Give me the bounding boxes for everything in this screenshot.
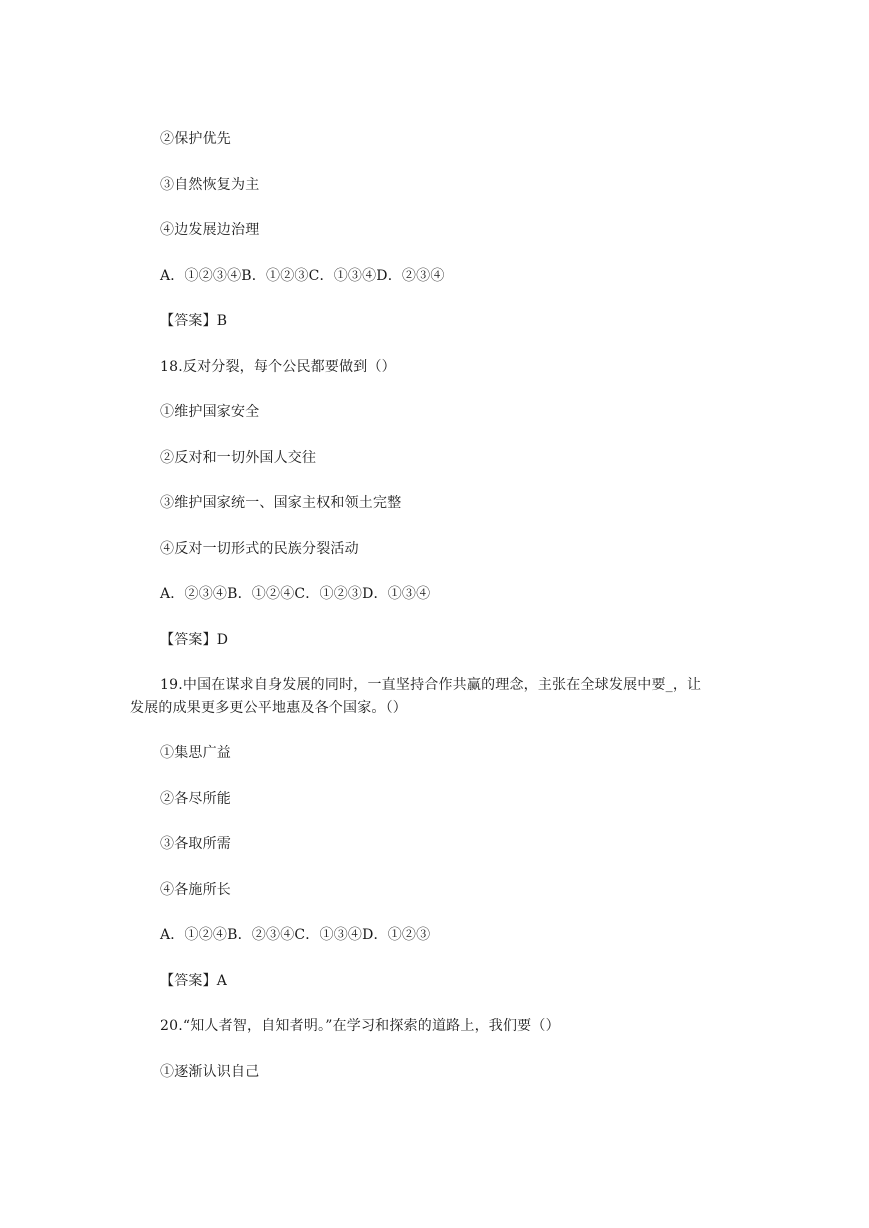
option-line: ③各取所需 [160, 836, 231, 852]
option-line: ②保护优先 [160, 131, 231, 147]
question-line: 18.反对分裂，每个公民都要做到（） [160, 359, 396, 375]
option-line: ④反对一切形式的民族分裂活动 [160, 541, 359, 557]
question-line: 19.中国在谋求自身发展的同时，一直坚持合作共赢的理念，主张在全球发展中要_，让 [160, 677, 702, 693]
option-line: ①集思广益 [160, 745, 231, 761]
answer-line: 【答案】A [160, 973, 228, 989]
option-line: ①维护国家安全 [160, 404, 260, 420]
question-line: 20.“知人者智，自知者明。”在学习和探索的道路上，我们要（） [160, 1018, 560, 1034]
option-line: ②反对和一切外国人交往 [160, 450, 317, 466]
question-line-continued: 发展的成果更多更公平地惠及各个国家。（） [130, 700, 407, 716]
option-line: ①逐渐认识自己 [160, 1064, 260, 1080]
option-line: ④边发展边治理 [160, 222, 260, 238]
option-line: ④各施所长 [160, 882, 231, 898]
option-line: ③维护国家统一、国家主权和领土完整 [160, 495, 402, 511]
answer-line: 【答案】D [160, 632, 229, 648]
answer-line: 【答案】B [160, 313, 228, 329]
option-line: ③自然恢复为主 [160, 177, 260, 193]
choices-line: A．①②④B．②③④C．①③④D．①②③ [160, 927, 431, 943]
choices-line: A．①②③④B．①②③C．①③④D．②③④ [160, 268, 445, 284]
choices-line: A．②③④B．①②④C．①②③D．①③④ [160, 586, 431, 602]
option-line: ②各尽所能 [160, 791, 231, 807]
